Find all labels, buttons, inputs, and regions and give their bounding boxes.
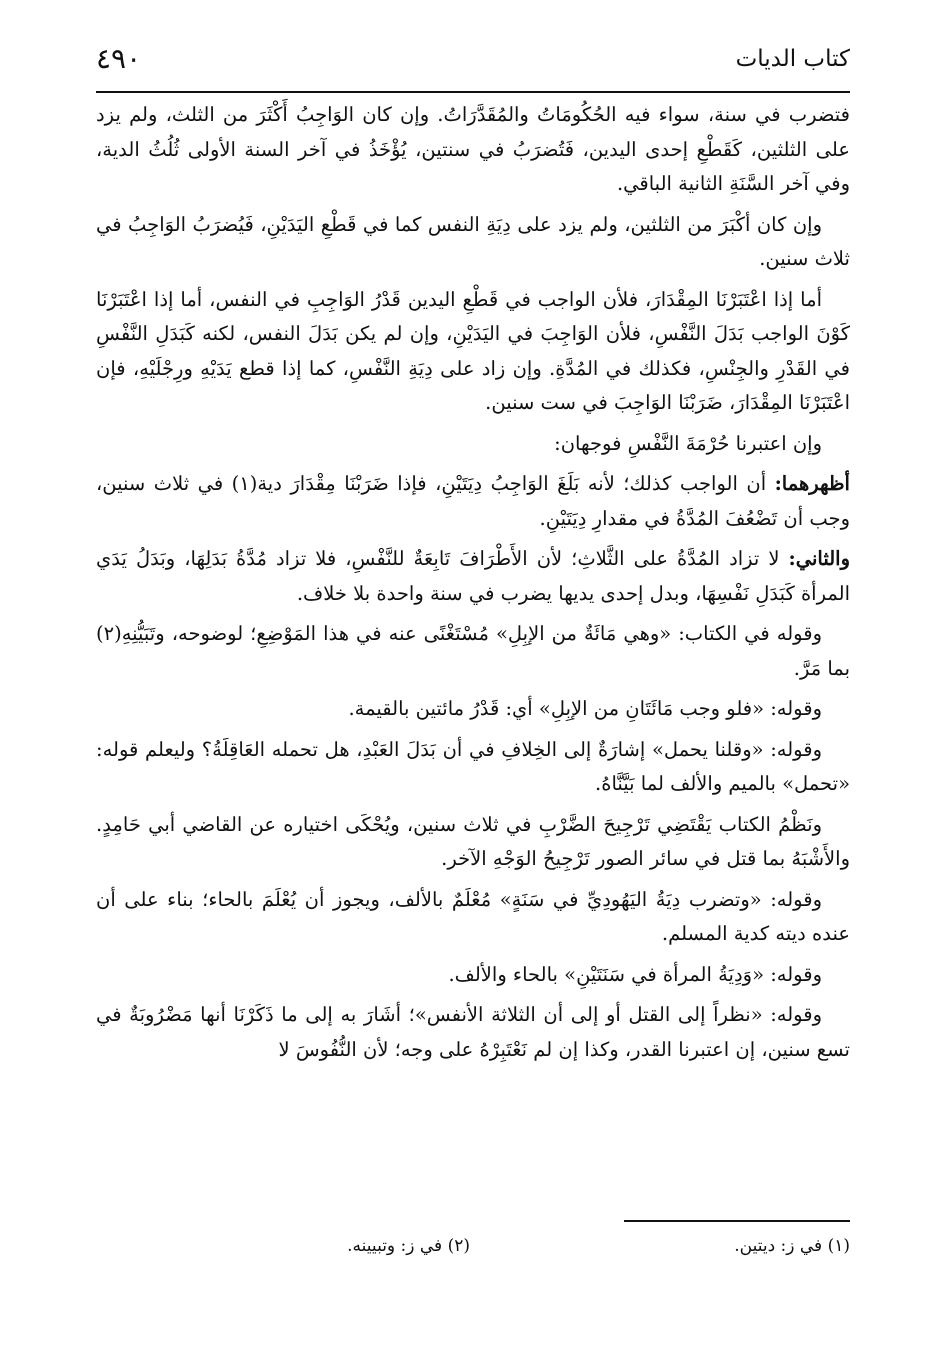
footnote-rule xyxy=(624,1220,850,1222)
footnote-1: (١) في ز: ديتين. xyxy=(734,1236,850,1256)
paragraph: وقوله في الكتاب: «وهي مَائَةٌ من الإبِلِ» مُسْتَغْنًى عنه في هذا المَوْضِعِ؛ لوضوحه، وتَبَيُّنِهِ(٢) بما مَرَّ. xyxy=(96,622,850,680)
running-title: كتاب الديات xyxy=(735,46,850,72)
paragraph xyxy=(96,467,850,536)
paragraph: أما إذا اعْتَبَرْنَا المِقْدَارَ، فلأن الواجب في قَطْعِ اليدين قَدْرُ الوَاجِبِ في النفس، أما إذا اعْتَبَرْنَا كَوْنَ الواجب بَدَلَ النَّفْسِ، فلأن الوَاجِبَ في اليَدَيْنِ، وإن لم يكن بَدَلَ النفس، لكنه كَبَدَلِ النَّفْسِ في القَدْرِ والجِنْسِ، فكذلك في المُدَّةِ. وإن زاد على دِيَةِ النَّفْسِ، كما إذا قطع يَدَيْهِ ورِجْلَيْهِ، فإن اعْتَبَرْنَا المِقْدَارَ، ضَرَبْنَا الوَاجِبَ في ست سنين. xyxy=(96,287,850,414)
bold-label: أظهرهما: xyxy=(774,472,850,495)
paragraph-text: لا تزاد المُدَّةُ على الثَّلاثِ؛ لأن الأَطْرَافَ تَابِعَةٌ للنَّفْسِ، فلا تزاد مُدَّةُ بَدَلِهَا، وبَدَلُ يَدَي المرأة كَبَدَلِ نَفْسِهَا، وبدل إحدى يديها يضرب في سنة واحدة بلا خلاف. xyxy=(96,547,850,605)
header-rule xyxy=(96,91,850,93)
paragraph-text: أن الواجب كذلك؛ لأنه بَلَغَ الوَاجِبُ دِيَتَيْنِ، فإذا ضَرَبْنَا مِقْدَارَ دية(١) في ثلاث سنين، وجب أن تَضْعُفَ المُدَّةُ في مقدارِ دِيَتَيْنِ. xyxy=(96,472,850,530)
paragraph: وقوله: «وقلنا يحمل» إشارَةٌ إلى الخِلافِ في أن بَدَلَ العَبْدِ، هل تحمله العَاقِلَةُ؟ وليعلم قوله: «تحمل» بالميم والألف لما بَيَّنَّاهُ. xyxy=(96,737,850,795)
body-text xyxy=(96,98,850,1073)
paragraph: وقوله: «فلو وجب مَائَتَانِ من الإبِلِ» أي: قَدْرُ مائتين بالقيمة. xyxy=(348,697,822,720)
paragraph: وقوله: «نظراً إلى القتل أو إلى أن الثلاثة الأنفس»؛ أشَارَ به إلى ما ذَكَرْنَا أنها مَضْرُوبَةٌ في تسع سنين، إن اعتبرنا القدر، وكذا إن لم نَعْتَبِرْهُ على وجه؛ لأن النُّفُوسَ لا xyxy=(96,1003,850,1061)
paragraph: وقوله: «وَدِيَةُ المرأة في سَنَتَيْنِ» بالحاء والألف. xyxy=(448,962,822,986)
paragraph: ونَظْمُ الكتاب يَقْتَضِي تَرْجِيحَ الضَّرْبِ في ثلاث سنين، ويُحْكَى اختياره عن القاضي أبي حَامِدٍ. والأَشْبَهُ بما قتل في سائر الصور تَرْجِيحُ الوَجْهِ الآخر. xyxy=(96,812,850,870)
paragraph: فتضرب في سنة، سواء فيه الحُكُومَاتُ والمُقَدَّرَاتُ. وإن كان الوَاجِبُ أَكْثَرَ من الثلث، ولم يزد على الثلثين، كَقَطْعِ إحدى اليدين، فَتُضرَبُ في سنتين، يُؤْخَذُ في آخر السنة الأولى ثُلُثُ الدية، وفي آخر السَّنَةِ الثانية الباقي. xyxy=(96,103,850,195)
page-header xyxy=(96,38,850,90)
paragraph: وقوله: «وتضرب دِيَةُ اليَهُودِيِّ في سَنَةٍ» مُعْلَمٌ بالألف، ويجوز أن يُعْلَمَ بالحاء؛ بناء على أن عنده ديته كدية المسلم. xyxy=(96,887,850,945)
page-number: ٤٩٠ xyxy=(96,42,142,75)
paragraph: وإن كان أكْبَرَ من الثلثين، ولم يزد على دِيَةِ النفس كما في قَطْعِ اليَدَيْنِ، فَيُضرَبُ الوَاجِبُ في ثلاث سنين. xyxy=(96,212,850,270)
footnote-2: (٢) في ز: وتبيينه. xyxy=(347,1236,470,1256)
paragraph xyxy=(96,542,850,611)
bold-label: والثاني: xyxy=(788,547,851,570)
paragraph: وإن اعتبرنا حُرْمَةَ النَّفْسِ فوجهان: xyxy=(554,431,822,455)
